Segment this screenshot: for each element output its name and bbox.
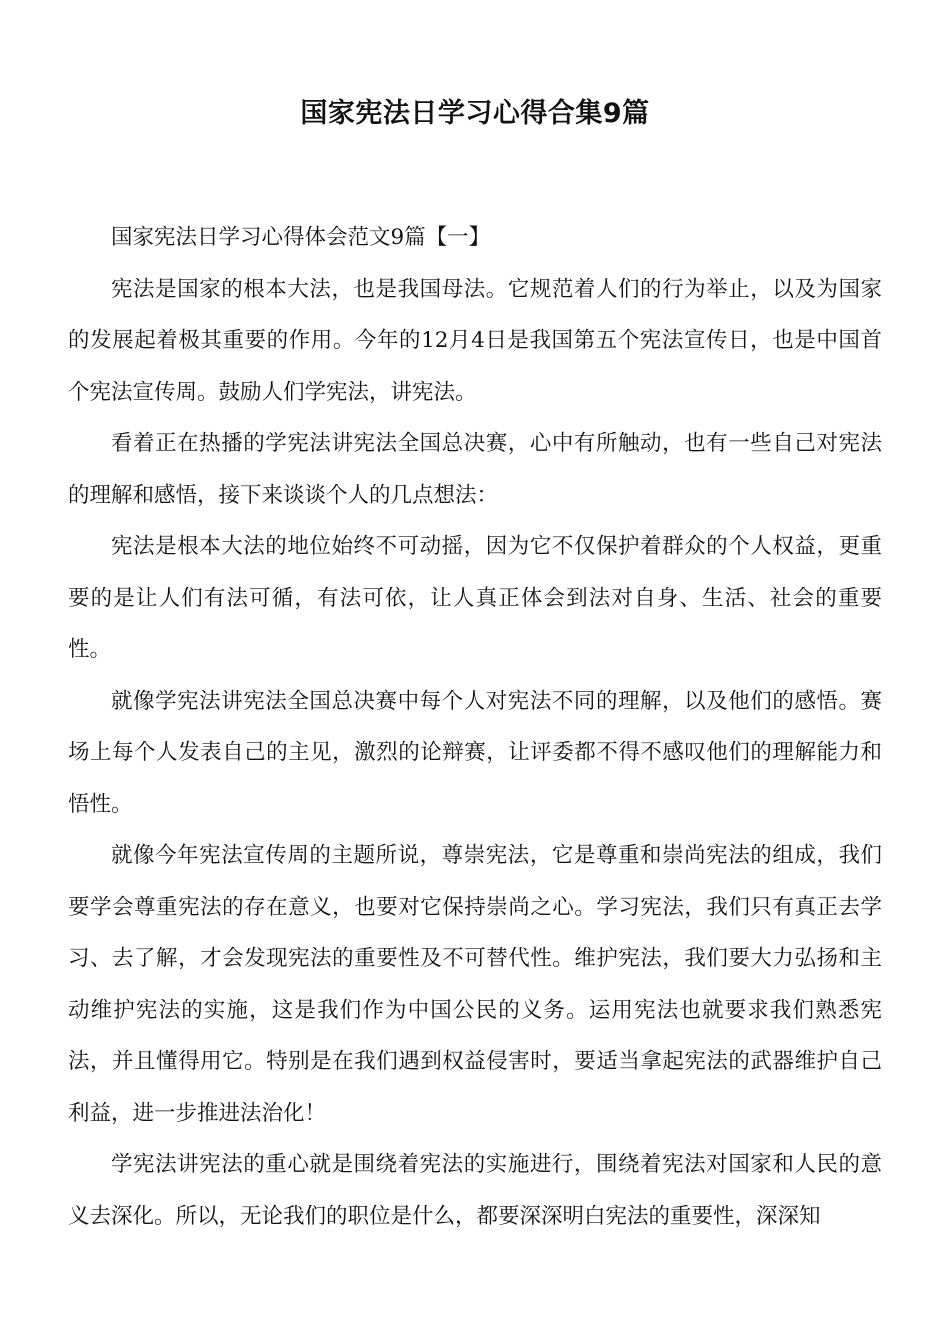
document-title: 国家宪法日学习心得合集9篇 — [300, 98, 650, 129]
paragraph-2: 看着正在热播的学宪法讲宪法全国总决赛，心中有所触动，也有一些自己对宪法的理解和感悟，接下来谈谈个人的几点想法： — [68, 431, 882, 508]
section-heading: 国家宪法日学习心得体会范文9篇【一】 — [111, 225, 491, 250]
paragraph-4: 就像学宪法讲宪法全国总决赛中每个人对宪法不同的理解，以及他们的感悟。赛场上每个人发表自己的主见，激烈的论辩赛，让评委都不得不感叹他们的理解能力和悟性。 — [68, 688, 882, 817]
paragraph-6: 学宪法讲宪法的重心就是围绕着宪法的实施进行，围绕着宪法对国家和人民的意义去深化。所以，无论我们的职位是什么，都要深深明白宪法的重要性，深深知 — [68, 1152, 882, 1229]
paragraph-3: 宪法是根本大法的地位始终不可动摇，因为它不仅保护着群众的个人权益，更重要的是让人们有法可循，有法可依，让人真正体会到法对自身、生活、社会的重要性。 — [68, 534, 882, 662]
document-body — [68, 212, 882, 1242]
paragraph-1: 宪法是国家的根本大法，也是我国母法。它规范着人们的行为举止，以及为国家的发展起着极其重要的作用。今年的12月4日是我国第五个宪法宣传日，也是中国首个宪法宣传周。鼓励人们学宪法，讲宪法。 — [68, 276, 882, 405]
paragraph-5: 就像今年宪法宣传周的主题所说，尊崇宪法，它是尊重和崇尚宪法的组成，我们要学会尊重宪法的存在意义，也要对它保持崇尚之心。学习宪法，我们只有真正去学习、去了解，才会发现宪法的重要性及不可替代性。维护宪法，我们要大力弘扬和主动维护宪法的实施，这是我们作为中国公民的义务。运用宪法也就要求我们熟悉宪法，并且懂得用它。特别是在我们遇到权益侵害时，要适当拿起宪法的武器维护自己利益，进一步推进法治化！ — [68, 843, 882, 1126]
